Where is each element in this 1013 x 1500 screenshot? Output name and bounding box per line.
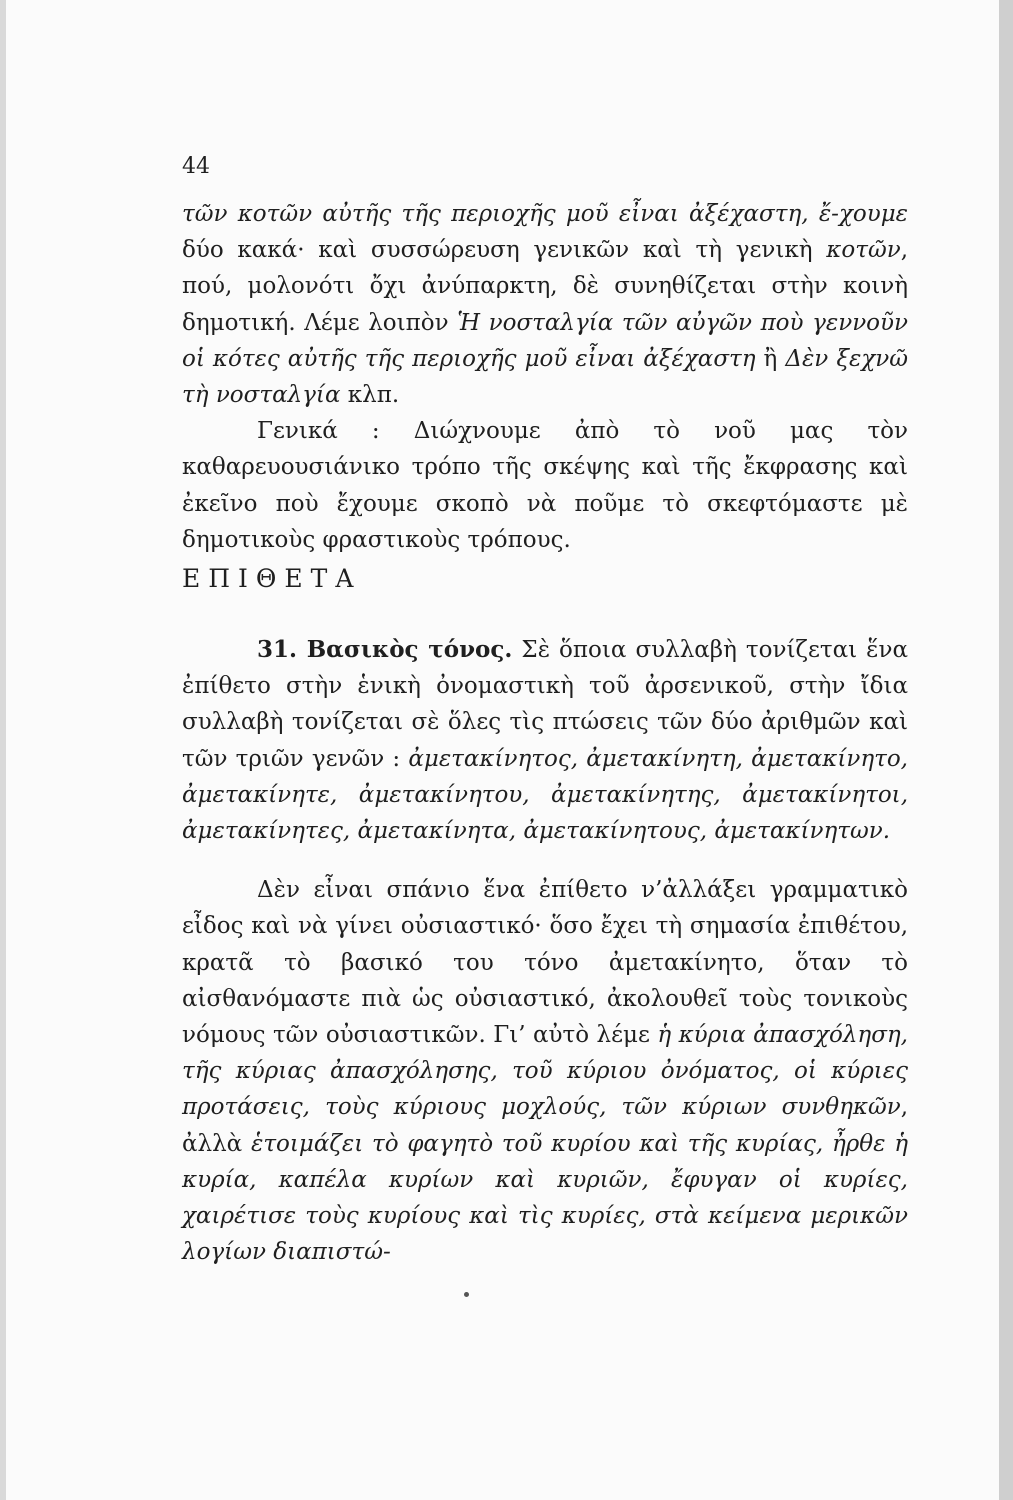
text-span: δύο κακά· καὶ συσσώρευση γενικῶν καὶ τὴ γενικὴ [182, 237, 827, 264]
italic-span: ἑτοιμάζει τὸ φαγητὸ τοῦ κυρίου καὶ τῆς κυρίας, ἦρθε ἡ κυρία, καπέλα κυρίων καὶ κυριῶν, ἔφυγαν οἱ κυρίες, χαιρέτισε τοὺς κυρίους καὶ τὶς κυρίες, στὰ κείμενα μερικῶν λογίων διαπιστώ- [182, 1130, 908, 1266]
italic-span: Ἡ νοσταλγία τῶν αὐγῶν ποὺ γεννοῦν οἱ κότες αὐτῆς τῆς περιοχῆς μοῦ εἶναι ἀξέχαστη [182, 309, 908, 372]
italic-span: Δὲν ξεχνῶ τὴ νοσταλγία [182, 345, 909, 409]
italic-span: κοτῶν [826, 237, 901, 264]
section-31-paragraph-2 [182, 872, 908, 1270]
italic-span: ἀμετακίνητος, ἀμετακίνητη, ἀμετακίνητο, ἀμετακίνητε, ἀμετακίνητου, ἀμετακίνητης, ἀμετακίνητοι, ἀμετακίνητες, ἀμετακίνητα, ἀμετακίνητους, ἀμετακίνητων. [182, 745, 908, 845]
section-31 [182, 632, 908, 1270]
text-span: Σὲ ὅποια συλλαβὴ τονίζεται ἕνα ἐπίθετο στὴν ἑνικὴ ὀνομαστικὴ τοῦ ἀρσενικοῦ, στὴν ἴδια συλλαβὴ τονίζεται σὲ ὅλες τὶς πτώσεις τῶν δύο ἀριθμῶν καὶ τῶν τριῶν γενῶν : [182, 637, 909, 772]
text-span: , πού, μολονότι ὄχι ἀνύπαρκτη, δὲ συνηθίζεται στὴν κοινὴ δημοτική. Λέμε λοιπὸν [182, 237, 908, 336]
section-31-paragraph-1 [182, 632, 908, 849]
italic-span: τῶν κοτῶν αὐτῆς τῆς περιοχῆς μοῦ εἶναι ἀξέχαστη, ἔ-χουμε [182, 201, 908, 227]
section-heading: ΕΠΙΘΕΤΑ [182, 564, 362, 593]
body-text-top [182, 196, 908, 558]
text-span: Δὲν εἶναι σπάνιο ἕνα ἐπίθετο ν’ἀλλάξει γραμματικὸ εἶδος καὶ νὰ γίνει οὐσιαστικό· ὅσο ἔχει τὴ σημασία ἐπιθέτου, κρατᾶ τὸ βασικό του τόνο ἀμετακίνητο, ὅταν τὸ αἰσθανόμαστε πιὰ ὡς οὐσιαστικό, ἀκολουθεῖ τοὺς τονικοὺς νόμους τῶν οὐσιαστικῶν. Γι’ αὐτὸ λέμε [182, 877, 908, 1049]
text-span: ἢ [755, 345, 786, 372]
italic-span: ἡ κύρια ἀπασχόληση, τῆς κύριας ἀπασχόλησης, τοῦ κύριου ὀνόματος, οἱ κύριες προτάσεις, τοὺς κύριους μοχλούς, τῶν κύριων συνθηκῶν [182, 1022, 908, 1121]
section-title: 31. Βασικὸς τόνος. [257, 636, 513, 663]
page-number: 44 [182, 154, 210, 179]
paragraph-2: Γενικά : Διώχνουμε ἀπὸ τὸ νοῦ μας τὸν καθαρευουσιάνικο τρόπο τῆς σκέψης καὶ τῆς ἔκφρασης καὶ ἐκεῖνο ποὺ ἔχουμε σκοπὸ νὰ ποῦμε τὸ σκεφτόμαστε μὲ δημοτικοὺς φραστικοὺς τρόπους. [182, 418, 908, 553]
text-span: κλπ. [340, 382, 400, 409]
page-speck [464, 1292, 469, 1297]
text-span: , ἀλλὰ [182, 1094, 908, 1157]
paragraph-1 [182, 196, 908, 413]
